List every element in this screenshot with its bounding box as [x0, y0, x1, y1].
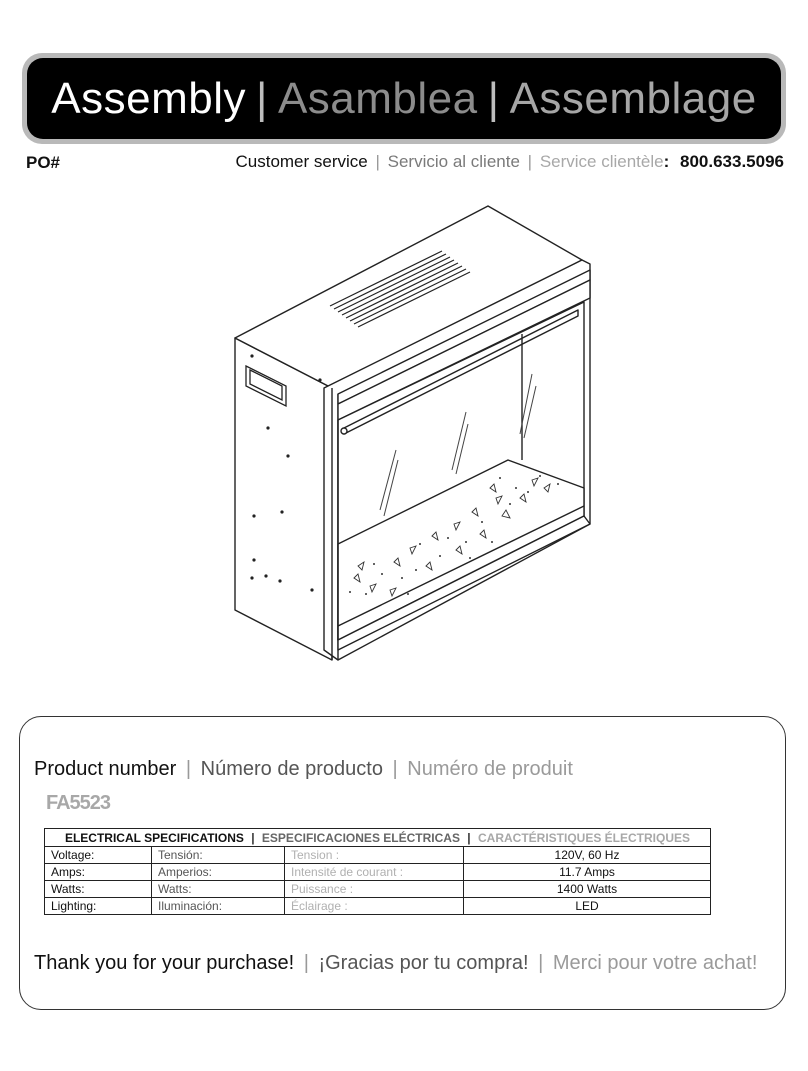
spec-header-english: ELECTRICAL SPECIFICATIONS — [64, 830, 244, 845]
spec-value: 120V, 60 Hz — [464, 847, 711, 864]
spec-header-separator: | — [467, 830, 471, 845]
customer-service-english: Customer service — [235, 152, 368, 171]
customer-service-french: Service clientèle — [539, 152, 664, 171]
thank-you-line — [34, 952, 757, 975]
product-number-english: Product number — [34, 758, 177, 780]
spec-label-spanish: Amperios: — [152, 864, 285, 881]
spec-label-french: Puissance : — [285, 881, 464, 898]
service-separator: | — [527, 152, 533, 171]
product-number-spanish: Número de producto — [200, 758, 383, 780]
title-french: Assemblage — [509, 73, 757, 123]
spec-value: 11.7 Amps — [464, 864, 711, 881]
model-number: FA5523 — [46, 792, 111, 814]
spec-header-spanish: ESPECIFICACIONES ELÉCTRICAS — [261, 830, 460, 845]
title-spanish: Asamblea — [277, 73, 478, 123]
spec-header — [45, 829, 711, 847]
spec-label-spanish: Watts: — [152, 881, 285, 898]
spec-label-english: Watts: — [45, 881, 152, 898]
spec-row-voltage — [45, 847, 711, 864]
spec-header-french: CARACTÉRISTIQUES ÉLECTRIQUES — [478, 830, 691, 845]
product-separator: | — [392, 758, 398, 780]
spec-row-lighting — [45, 898, 711, 915]
spec-header-row — [45, 829, 711, 847]
customer-service-spanish: Servicio al cliente — [387, 152, 520, 171]
electrical-spec-table — [44, 828, 711, 915]
thank-you-english: Thank you for your purchase! — [34, 952, 295, 974]
title-separator: | — [256, 73, 268, 123]
spec-label-french: Intensité de courant : — [285, 864, 464, 881]
spec-label-spanish: Tensión: — [152, 847, 285, 864]
phone-number: 800.633.5096 — [680, 152, 784, 171]
spec-value: LED — [464, 898, 711, 915]
spec-label-english: Amps: — [45, 864, 152, 881]
po-label: PO# — [26, 153, 61, 172]
thanks-separator: | — [303, 952, 309, 974]
spec-label-english: Voltage: — [45, 847, 152, 864]
thank-you-french: Merci pour votre achat! — [552, 952, 758, 974]
spec-label-french: Tension : — [285, 847, 464, 864]
product-separator: | — [185, 758, 192, 780]
title-banner-inner — [27, 58, 781, 139]
product-number-label — [34, 758, 573, 781]
thanks-separator: | — [538, 952, 544, 974]
service-separator: | — [375, 152, 380, 171]
spec-row-watts — [45, 881, 711, 898]
title-english: Assembly — [51, 73, 247, 123]
customer-service-line — [235, 152, 784, 172]
fireplace-insert-illustration — [220, 198, 600, 668]
product-number-french: Numéro de produit — [407, 758, 573, 780]
spec-row-amps — [45, 864, 711, 881]
thank-you-spanish: ¡Gracias por tu compra! — [318, 952, 529, 974]
spec-header-separator: | — [251, 830, 255, 845]
service-colon: : — [663, 152, 670, 171]
spec-label-french: Éclairage : — [285, 898, 464, 915]
spec-value: 1400 Watts — [464, 881, 711, 898]
title-separator: | — [487, 73, 500, 123]
spec-label-english: Lighting: — [45, 898, 152, 915]
spec-label-spanish: Iluminación: — [152, 898, 285, 915]
title-banner — [22, 53, 786, 144]
